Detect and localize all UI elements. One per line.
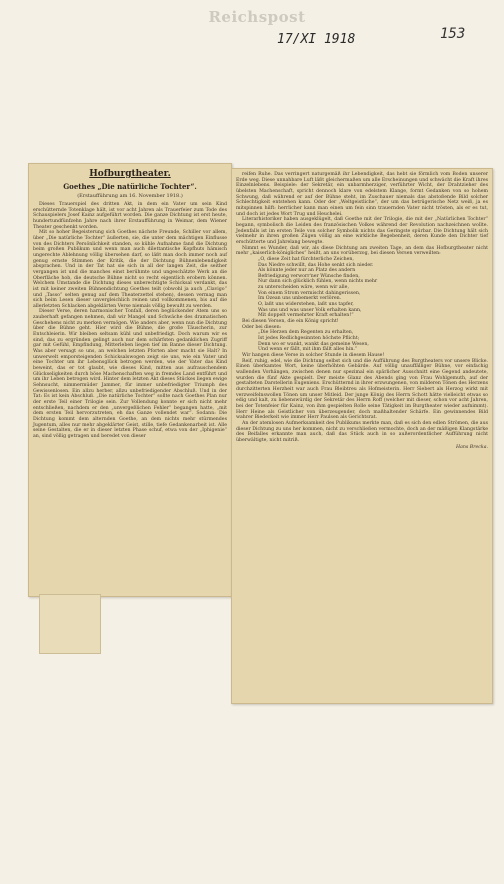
poem-line: Mit doppelt vermehrter Kraft erhalten!“ bbox=[258, 313, 354, 319]
poem-line: Nur dann sich glücklich fühlen, wenn nichts mehr bbox=[258, 279, 378, 285]
paragraph: An der atemlosen Aufmerksamkeit des Publikums merkte man, daß es sich den edlen Strömen, die aus dieser Dichtung zu uns her kommen, nicht zu verschließen vermochte, doch an der mäßigen Klangstärke des Beifalles erkannte man auch, daß das Stück auch in so außerordentlicher Aufführung nicht überwältigte, nicht mitriß. bbox=[236, 420, 488, 443]
author-signature: Hans Brecka. bbox=[455, 444, 488, 450]
handwritten-number: 153 bbox=[440, 26, 466, 42]
poem-line: Befriedigung verworr'ner Wünsche finden, bbox=[258, 273, 360, 279]
paragraph: Dieses Trauerspiel des dritten Akt, in dem ein Vater um sein Kind erschütternde Totenklage hält, ist vor acht Jahren als Trauerfeier zum Tode des Schauspielers Josef Kainz aufgeführt worden. Die ganze Dichtung ist erst heute, hundertundfünfzehn Jahre nach ihrer Erstaufführung in Weimar, dem Wiener Theater geschenkt worden. bbox=[33, 202, 227, 230]
paragraph: Nimmt es Wunder, daß wir, als diese Dichtung am zweiten Tage, an dem das Hofburgtheater nicht mehr „kaiserlich-königliches“ heißt, an uns vorüberzog, bei diesen Versen verweilten: bbox=[236, 245, 488, 257]
paragraph: Dieser Verse, deren harmonischer Tonfall, deren beglückender Atem uns so zauberhaft gefangen nehmen, daß wir Mangel und Schwäche des dramatischen Geschehens nicht zu merken vermögen. Wie anders aber, wenn nun die Dichtung über die Bühne geht. Hier wird die Bühne, die große Täuscherin, zur Entschleierin. Wir bleiben seltsam kühl und unbefriedigt. Doch warum wir es sind, das zu ergründen gelingt auch nur dem schärfsten gedanklichen Zugriff gar mit Gefühl, Empfindung, Mitterleben liegen tief im Banne dieser Dichtung. Was aber versagt so uns, an welchen letzten Pforten aber macht sie Halt? In unwerwelt emporsteigenden Schicksalswogen zeigt sie uns, wie ein Vater und eine Tochter um ihr Lebensglück betrogen werden, wie der Vater das Kind beweint, das er tot glaubt, wie dieses Kind, mitten aus aufrauschendem Glückseligkeiten durch böse Machenschaften weg in fremdes Land entführt und um ihr Leben betrogen wird. Hinter dem letzten Akt dieses Stückes liegen ewige Sehnsucht, nimmermüder Jammer, für immer unbefriedigter Triumph des Gewissenlosen. Ein allzu herber, allzu unbefriedigender Abschluß. Und in der Tat: Es ist kein Abschluß. „Die natürliche Tochter“ sollte nach Goethes Plan nur der erste Teil einer Trilogie sein. Zur Vollendung konnte er sich nicht mehr entschließen, nachdem er den „unvergeßlichen Fehler“ begangen hatte, „mit dem ersten Teil hervorzutreten, eh das Ganze vollendet war“. Sodann: Die Dichtung kommt dem alternden Goethe, an dem nichts mehr stürmendes Jugentum, alles nur mehr abgeklärter Geist, stille, tiefe Gedankenarbeit ist. Alle seine Gestalten, die er in dieser letzten Phase schuf, etwa von der „Iphigenie“ an, sind völlig getragen und beredet von dieser bbox=[33, 309, 227, 439]
poem-line: Was uns und was unser Volk erhalten kann, bbox=[258, 307, 362, 313]
poem-quote-2 bbox=[236, 330, 488, 353]
poem-line: Das Niedre schwillt, das Hohe senkt sich nieder. bbox=[258, 262, 374, 268]
poem-line: Von einem Strom vermischt dahingerissen, bbox=[258, 290, 361, 296]
clipping-left-column bbox=[28, 163, 232, 597]
poem-line: Denn wo er wankt, wankt das gemeine Wesen, bbox=[258, 341, 369, 347]
poem-line: „O, diese Zeit hat fürchterliche Zeichen, bbox=[258, 256, 354, 262]
poem-quote-1 bbox=[236, 257, 488, 319]
poem-line: Als könnte jeder nur an Platz des andern bbox=[258, 268, 356, 274]
poem-line: „Die Herzen dem Regenten zu erhalten, bbox=[258, 330, 354, 336]
article-dateline: (Erstaufführung am 16. November 1918.) bbox=[77, 193, 183, 199]
poem-line: Im Ozean uns unbemerkt verlören. bbox=[258, 296, 342, 302]
poem-line: zu unterscheiden wäre, wenn wir alle, bbox=[258, 285, 349, 291]
paragraph: Mit so hoher Begeisterung sich Goethes nächste Freunde, Schiller vor allem, über „Die natürliche Tochter“ äußerten, sie, die unter dem mächtigen Einflusse von des Dichters Persönlichkeit standen, so kühle Aufnahme fand die Dichtung beim großen Publikum und wenn man auch dilettantische Kopfhuts hämisch ungerechte Ablehnung völlig übersehen darf, so läßt man doch immer noch auf genug ernste Stimmen der Kritik, die der Dichtung Bühnenlebendigkeit absprachen. Und in der Tat hat sie sich in all der langen Zeit, die seither vergangen ist und die manches einst berühmte und ungeschätzte Werk an die Oberfläche hob, die deutsche Bühne nicht so recht eigentlich erobern können. Welchem Umstande die Dichtung dieses unberechtigte Schicksal verdankt, das ist mit keiner zweiten Bühnendichtung Goethes teilt (obwohl ja auch „Clavigo“ und „Tasso“ selten genug auf dem Theaterzettel stehen), dessen vermag man sich beim Lesen dieser unvergleichlich reinen und vollkommenen, bis auf die allerletzten Schlacken abgeklärten Verse niemals völlig bewußt zu werden. bbox=[33, 230, 227, 309]
handwritten-date: 17/XI 1918 bbox=[277, 32, 356, 47]
paragraph: reifen Ruhe. Das verringert naturgemäß ihr Lebendigkeit, das hebt sie förmlich vom Boden unserer Erde weg. Diese unnahbare Luft läßt gleichermaßen um alle Erscheinungen und schwächt die Kraft ihres Einzelnlebens. Beispiele: der Sekretär, ein unbarmherziger, verführter Wicht, der Drahtzieher des übelsten Machenschaft, spricht dennoch klare von edelstem Klange, formt Gedanken von so hohem Schwung, daß während er auf der Bühne steht, im Zuschauer niemals das abstoßende Bild solcher Schlechtigkeit entstehen kann. Oder der „Weltgeistliche“, der um das betrügerische Netz weiß, ja es mitspinnen hilft: herrlicher kann man einen um fein sinn trauernden Vater nicht trösten, als er es tut, und doch ist jedes Wort Trug und Heuchelei. bbox=[236, 172, 488, 217]
poem-line: Ist jedes Redlichgesinnten höchste Pflicht; bbox=[258, 336, 360, 342]
poem-intro-2: Oder bei diesen: bbox=[242, 324, 282, 330]
right-column-text bbox=[232, 169, 492, 453]
poem-line: O, laßt uns widerstehen, laßt uns tapfer, bbox=[258, 302, 354, 308]
article-title: Hofburgtheater. bbox=[89, 169, 171, 179]
article-subtitle: Goethes „Die natürliche Tochter“. bbox=[63, 182, 197, 191]
paragraph: Literarhistoriker haben ausgeklügelt, daß Goethe mit der Trilogie, die mit der „Natürlichen Tochter“ begann, symbolisch die Leiden des französischen Volkes während der Revolution nachzeichnen wollte. Jedenfalls ist im ersten Teile von solcher Symbolik nichts das Geringste spürbar. Die Dichtung hält sich vielmehr in ihren großen Zügen völlig an eine wirkliche Begebenheit, deren Kunde den Dichter tief erschütterte und Jahrelang bewegte. bbox=[236, 217, 488, 245]
poem-line: Und wenn er fällt, mit ihm fällt alles hin.“ bbox=[258, 347, 358, 353]
paragraph: Reif, ruhig, edel, wie die Dichtung selbst sich und die Aufführung des Burgtheaters vor unsere Blicke. Einen überkamtes Wort, keine überhöhten Gebärde. Auf völlig unauffälliger Bühne, vor einfachig wallenden Vorhängen, zwischen denen nur spezimal ein spärlicher Ausschnitt eine Gegend andeutete, wurden die fünf Akte gespielt. Der meiste Glanz des Abends ging von Frau Wohlgemuth, auf der gestalteten Darstellerin Eugeniens. Erschütternd in ihrer erzwungenen, von milderen Tönen des Herzens durchzitterten Herzheit war auch Frau Bleibtreu als Hofmeisterin. Herr Siebert als Herzog wirkt mit verzweifelnswollen Tönen um unser Mitleid. Der junge König des Herrn Schott hätte vielleicht etwas so edig und kalt, zu liebenswürdig der Sekretär des Herrn Roff (welcher mit dieser, schon vor acht Jahren, bei der Totenfeier für Kainz, von ihm gespielten Rolle seine Tätigkeit im Burgtheater wieder aufnimmt). Herr Heine als Geistlicher von überzeugender, doch maßhaltender Schärfe. Ein gewinnendes Bild wahrer Biederkeit wie immer Herr Paulsen als Gerichtsrat. bbox=[236, 358, 488, 421]
archive-stamp: Reichspost bbox=[208, 8, 306, 26]
poem-intro: Bei diesen Versen, die ein König spricht! bbox=[242, 319, 339, 325]
paragraph: Wir hangen diese Verse in solcher Stunde in diesem Hause! bbox=[242, 353, 385, 358]
clipping-fragment bbox=[39, 594, 101, 654]
clipping-right-column bbox=[231, 168, 493, 704]
left-column-text bbox=[29, 164, 231, 443]
